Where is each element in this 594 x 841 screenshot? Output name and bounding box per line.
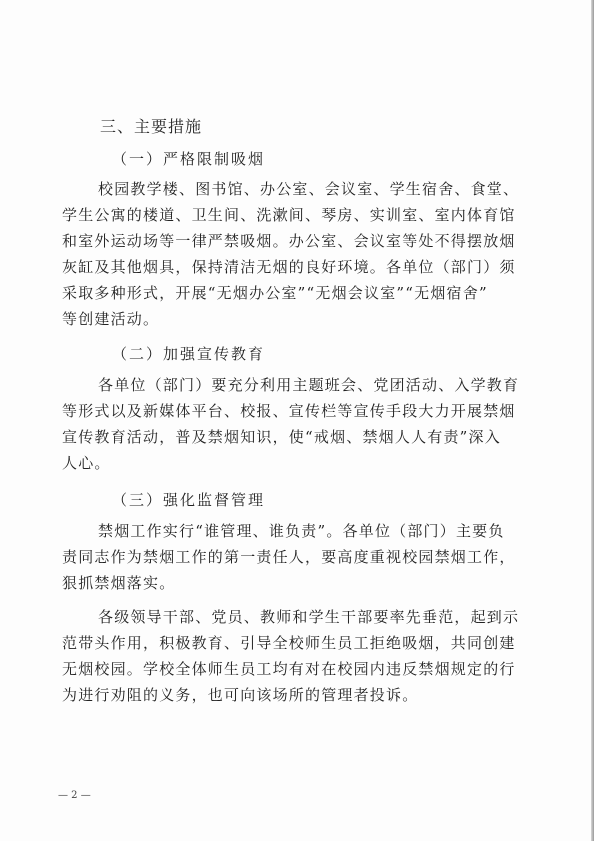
paragraph-line: 等形式以及新媒体平台、校报、宣传栏等宣传手段大力开展禁烟: [62, 402, 516, 420]
paragraph-line: 和室外运动场等一律严禁吸烟。办公室、会议室等处不得摆放烟: [62, 232, 516, 250]
paragraph-line: 人心。: [62, 454, 111, 472]
section-title: 三、主要措施: [100, 117, 203, 136]
subsection-heading-2: （二）加强宣传教育: [112, 345, 266, 363]
paragraph-line: 无烟校园。学校全体师生员工均有对在校园内违反禁烟规定的行: [62, 660, 516, 678]
subsection-heading-3: （三）强化监督管理: [112, 491, 266, 509]
paragraph-line: 宣传教育活动，普及禁烟知识，使“戒烟、禁烟人人有责”深入: [62, 428, 501, 446]
page-number: — 2 —: [58, 790, 91, 801]
paragraph-line: 学生公寓的楼道、卫生间、洗漱间、琴房、实训室、室内体育馆: [62, 206, 516, 224]
paragraph-line: 禁烟工作实行“谁管理、谁负责”。各单位（部门）主要负: [98, 522, 505, 540]
paragraph-line: 狠抓禁烟落实。: [62, 574, 176, 592]
paragraph-line: 等创建活动。: [62, 310, 160, 328]
subsection-heading-1: （一）严格限制吸烟: [112, 150, 266, 168]
paragraph-line: 各单位（部门）要充分利用主题班会、党团活动、入学教育: [98, 376, 520, 394]
paragraph-line: 灰缸及其他烟具，保持清洁无烟的良好环境。各单位（部门）须: [62, 258, 516, 276]
paragraph-line: 范带头作用，积极教育、引导全校师生员工拒绝吸烟，共同创建: [62, 634, 516, 652]
paragraph-line: 采取多种形式，开展“无烟办公室”“无烟会议室”“无烟宿舍”: [62, 284, 488, 302]
paragraph-line: 责同志作为禁烟工作的第一责任人，要高度重视校园禁烟工作，: [62, 548, 516, 566]
paragraph-line: 为进行劝阻的义务，也可向该场所的管理者投诉。: [62, 686, 419, 704]
paragraph-line: 各级领导干部、党员、教师和学生干部要率先垂范，起到示: [98, 608, 520, 626]
paragraph-line: 校园教学楼、图书馆、办公室、会议室、学生宿舍、食堂、: [98, 180, 520, 198]
